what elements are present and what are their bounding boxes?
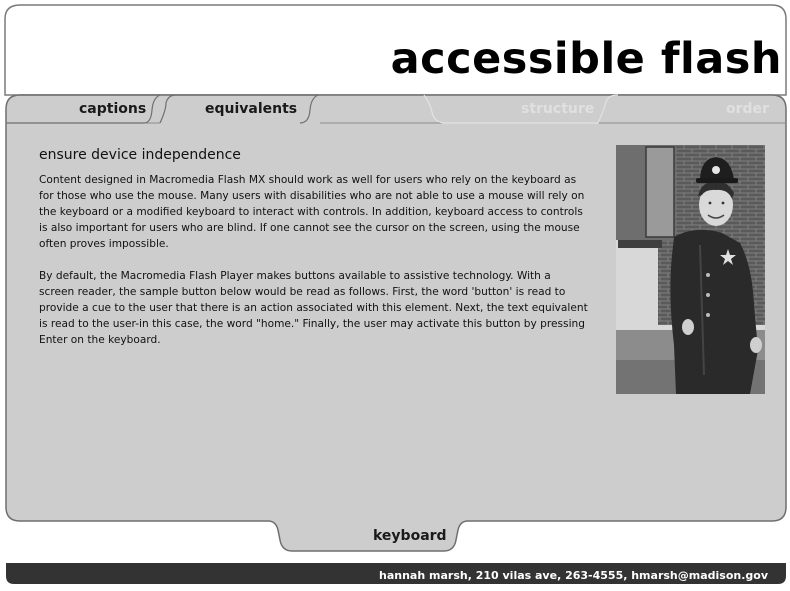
body-paragraph-1: Content designed in Macromedia Flash MX should work as well for users who rely on the keyboard as for those who use the mouse. Many users with disabilities who are not able to use a mouse will rely on the keyboard or a modified keyboard to interact with controls. In addition, keyboard access to controls is also important for users who are blind. If one cannot see the cursor on the screen, using the mouse often proves impossible. [39, 174, 585, 250]
policewoman-photo [616, 145, 765, 394]
tab-structure: structure [521, 101, 595, 117]
tab-order: order [726, 101, 769, 117]
body-paragraph-2: By default, the Macromedia Flash Player makes buttons available to assistive technology. With a screen reader, the sample button below would be read as follows. First, the word 'button' is read to provide a cue to the user that there is an action associated with this element. Next, the text equivalent is read to the user-in this case, the word "home." Finally, the user may activate this button by pressing Enter on the keyboard. [39, 270, 588, 346]
main-content [39, 146, 589, 364]
tab-captions[interactable]: captions [79, 101, 147, 117]
tab-keyboard[interactable]: keyboard [373, 528, 447, 544]
page-title: accessible flash [390, 34, 782, 84]
contact-info: hannah marsh, 210 vilas ave, 263-4555, hmarsh@madison.gov [379, 569, 768, 582]
section-heading: ensure device independence [39, 147, 241, 163]
tab-equivalents[interactable]: equivalents [205, 101, 298, 117]
